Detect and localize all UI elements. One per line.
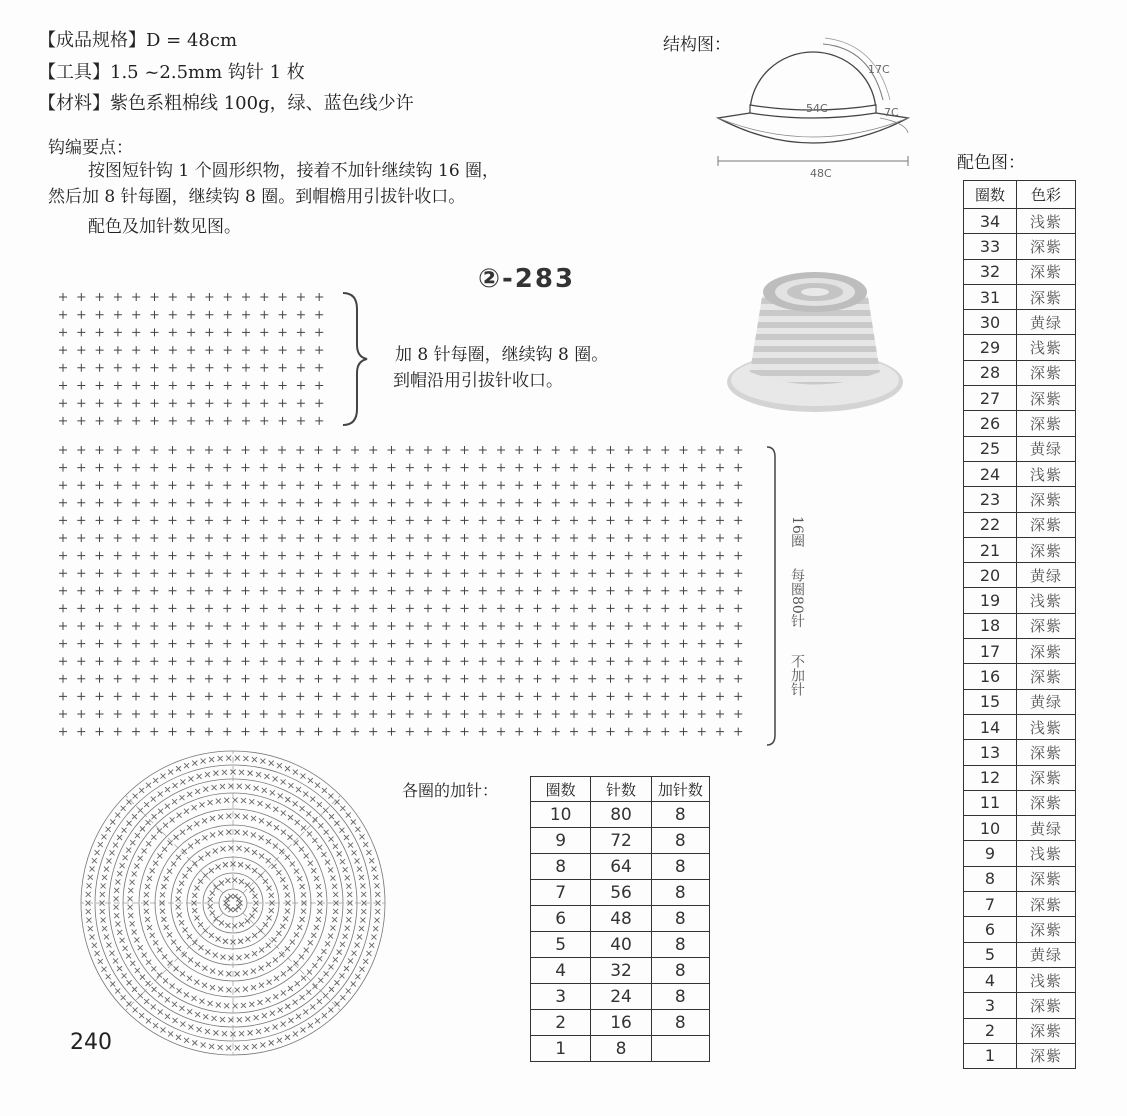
spec-size (38, 30, 237, 52)
table-row (531, 1010, 710, 1036)
cell-round: 18 (964, 613, 1017, 638)
round-chart-circle (68, 748, 398, 1078)
spec-size-value: D = 48cm (146, 30, 238, 51)
table-row (964, 790, 1076, 815)
table-row (964, 436, 1076, 461)
header-rounds: 圈数 (531, 777, 591, 802)
cell-round: 20 (964, 563, 1017, 588)
cell-round: 14 (964, 714, 1017, 739)
table-row (531, 958, 710, 984)
side-label-rounds: 16圈 (789, 516, 805, 548)
cell-round: 30 (964, 310, 1017, 335)
cell-color: 深紫 (1017, 790, 1076, 815)
cell-round: 23 (964, 487, 1017, 512)
cell-color: 浅紫 (1017, 714, 1076, 739)
cell-round: 3 (964, 993, 1017, 1018)
cell-round: 26 (964, 411, 1017, 436)
cell-round: 17 (964, 639, 1017, 664)
spec-material-label: 【材料】 (38, 93, 110, 114)
cell-stitches: 72 (591, 828, 651, 854)
table-row (531, 802, 710, 828)
cell-round: 5 (964, 942, 1017, 967)
cell-color: 深紫 (1017, 284, 1076, 309)
cell-increase: 8 (651, 854, 709, 880)
table-row (964, 967, 1076, 992)
table-row (531, 906, 710, 932)
cell-stitches: 16 (591, 1010, 651, 1036)
cell-color: 深紫 (1017, 487, 1076, 512)
cell-color: 黄绿 (1017, 816, 1076, 841)
cell-round: 1 (531, 1036, 591, 1062)
cell-increase: 8 (651, 906, 709, 932)
cell-round: 9 (531, 828, 591, 854)
table-row (964, 563, 1076, 588)
table-row (531, 854, 710, 880)
table-row (964, 209, 1076, 234)
pattern-code: ②-283 (478, 264, 576, 294)
cell-round: 4 (531, 958, 591, 984)
table-row (964, 360, 1076, 385)
cell-round: 31 (964, 284, 1017, 309)
cell-stitches: 24 (591, 984, 651, 1010)
cell-color: 深紫 (1017, 993, 1076, 1018)
color-table (963, 180, 1076, 1069)
cell-round: 5 (531, 932, 591, 958)
table-row (964, 487, 1076, 512)
cell-round: 15 (964, 689, 1017, 714)
spec-material (38, 93, 414, 115)
cell-increase: 8 (651, 828, 709, 854)
table-row (964, 639, 1076, 664)
cell-color: 黄绿 (1017, 942, 1076, 967)
table-row (964, 689, 1076, 714)
cell-color: 深紫 (1017, 892, 1076, 917)
cell-round: 12 (964, 765, 1017, 790)
cell-round: 11 (964, 790, 1017, 815)
table-row (964, 512, 1076, 537)
cell-color: 浅紫 (1017, 588, 1076, 613)
cell-round: 7 (964, 892, 1017, 917)
spec-tools-value: 1.5 ~2.5mm 钩针 1 枚 (110, 62, 305, 83)
cell-round: 1 (964, 1043, 1017, 1068)
cell-stitches: 40 (591, 932, 651, 958)
cell-color: 浅紫 (1017, 841, 1076, 866)
cell-color: 深紫 (1017, 1018, 1076, 1043)
table-row (964, 411, 1076, 436)
cell-round: 6 (531, 906, 591, 932)
cell-round: 13 (964, 740, 1017, 765)
cell-round: 24 (964, 461, 1017, 486)
cell-round: 4 (964, 967, 1017, 992)
cell-color: 深紫 (1017, 386, 1076, 411)
cell-round: 2 (531, 1010, 591, 1036)
cell-color: 深紫 (1017, 1043, 1076, 1068)
cell-round: 21 (964, 537, 1017, 562)
table-row (964, 461, 1076, 486)
table-row (531, 828, 710, 854)
table-row (964, 993, 1076, 1018)
table-row (964, 841, 1076, 866)
structure-dim-crown: 54C (806, 102, 828, 115)
cell-color: 深紫 (1017, 740, 1076, 765)
cell-color: 浅紫 (1017, 209, 1076, 234)
table-row (964, 816, 1076, 841)
cell-increase: 8 (651, 880, 709, 906)
cell-increase: 8 (651, 958, 709, 984)
cell-stitches: 80 (591, 802, 651, 828)
chart-note-line-2: 到帽沿用引拔针收口。 (393, 371, 563, 391)
cell-color: 深紫 (1017, 917, 1076, 942)
header-round: 圈数 (964, 181, 1017, 209)
instructions-line-3: 配色及加针数见图。 (88, 217, 241, 237)
table-row (964, 310, 1076, 335)
increase-table-title: 各圈的加针： (402, 781, 499, 800)
cell-stitches: 64 (591, 854, 651, 880)
table-row (964, 588, 1076, 613)
increase-table (530, 776, 710, 1062)
table-row (964, 917, 1076, 942)
cell-increase (651, 1036, 709, 1062)
cell-round: 32 (964, 259, 1017, 284)
table-row (964, 942, 1076, 967)
cell-color: 浅紫 (1017, 967, 1076, 992)
cell-round: 19 (964, 588, 1017, 613)
cell-round: 10 (964, 816, 1017, 841)
instructions-heading: 钩编要点： (48, 138, 133, 158)
table-row (531, 984, 710, 1010)
structure-dim-brim: 7C (884, 106, 899, 119)
cell-color: 深紫 (1017, 639, 1076, 664)
cell-round: 25 (964, 436, 1017, 461)
cell-round: 27 (964, 386, 1017, 411)
cell-color: 深紫 (1017, 360, 1076, 385)
cell-stitches: 8 (591, 1036, 651, 1062)
cell-color: 深紫 (1017, 866, 1076, 891)
cell-color: 深紫 (1017, 259, 1076, 284)
structure-label: 结构图： (663, 35, 731, 55)
table-row (964, 537, 1076, 562)
table-row (531, 880, 710, 906)
cell-color: 黄绿 (1017, 436, 1076, 461)
cell-color: 深紫 (1017, 512, 1076, 537)
spec-tools-label: 【工具】 (38, 62, 110, 83)
table-row (964, 714, 1076, 739)
cell-color: 黄绿 (1017, 563, 1076, 588)
cell-increase: 8 (651, 802, 709, 828)
structure-dim-top: 17C (868, 63, 890, 76)
page-number: 240 (70, 1030, 112, 1055)
cell-color: 深紫 (1017, 765, 1076, 790)
table-row (964, 664, 1076, 689)
cell-color: 深紫 (1017, 613, 1076, 638)
spec-size-label: 【成品规格】 (38, 30, 146, 51)
table-row (964, 234, 1076, 259)
table-row (964, 866, 1076, 891)
side-label-per-round: 每圈80针 (789, 568, 805, 628)
spec-tools (38, 62, 305, 84)
cell-round: 28 (964, 360, 1017, 385)
cell-round: 22 (964, 512, 1017, 537)
side-label-no-inc: 不加针 (789, 654, 805, 696)
header-stitches: 针数 (591, 777, 651, 802)
cell-color: 深紫 (1017, 234, 1076, 259)
cell-stitches: 32 (591, 958, 651, 984)
color-table-title: 配色图： (957, 153, 1025, 173)
cell-round: 8 (531, 854, 591, 880)
cell-stitches: 56 (591, 880, 651, 906)
cell-color: 深紫 (1017, 537, 1076, 562)
table-row (964, 386, 1076, 411)
header-color: 色彩 (1017, 181, 1076, 209)
cell-round: 33 (964, 234, 1017, 259)
table-row (964, 284, 1076, 309)
cell-stitches: 48 (591, 906, 651, 932)
table-row (964, 259, 1076, 284)
cell-increase: 8 (651, 1010, 709, 1036)
instructions-line-1: 按图短针钩 1 个圆形织物，接着不加针继续钩 16 圈， (88, 161, 500, 181)
table-row (964, 613, 1076, 638)
cell-color: 黄绿 (1017, 310, 1076, 335)
table-row (531, 1036, 710, 1062)
cell-round: 9 (964, 841, 1017, 866)
cell-increase: 8 (651, 984, 709, 1010)
table-row (964, 1018, 1076, 1043)
structure-dim-diameter: 48C (810, 167, 832, 180)
cell-round: 8 (964, 866, 1017, 891)
cell-round: 3 (531, 984, 591, 1010)
table-row (531, 932, 710, 958)
instructions-line-2: 然后加 8 针每圈，继续钩 8 圈。到帽檐用引拔针收口。 (48, 187, 466, 207)
color-table-header (964, 181, 1076, 209)
cell-round: 10 (531, 802, 591, 828)
cell-round: 29 (964, 335, 1017, 360)
table-row (964, 1043, 1076, 1068)
table-row (964, 765, 1076, 790)
cell-color: 浅紫 (1017, 461, 1076, 486)
cell-increase: 8 (651, 932, 709, 958)
cell-round: 34 (964, 209, 1017, 234)
cell-round: 16 (964, 664, 1017, 689)
cell-color: 深紫 (1017, 411, 1076, 436)
cell-color: 浅紫 (1017, 335, 1076, 360)
spec-material-value: 紫色系粗棉线 100g，绿、蓝色线少许 (110, 93, 414, 114)
chart-note-line-1: 加 8 针每圈，继续钩 8 圈。 (395, 345, 609, 365)
cell-round: 6 (964, 917, 1017, 942)
table-row (964, 740, 1076, 765)
table-row (964, 335, 1076, 360)
table-row (964, 892, 1076, 917)
cell-round: 7 (531, 880, 591, 906)
header-increases: 加针数 (651, 777, 709, 802)
cell-color: 黄绿 (1017, 689, 1076, 714)
increase-table-header (531, 777, 710, 802)
cell-color: 深紫 (1017, 664, 1076, 689)
cell-round: 2 (964, 1018, 1017, 1043)
